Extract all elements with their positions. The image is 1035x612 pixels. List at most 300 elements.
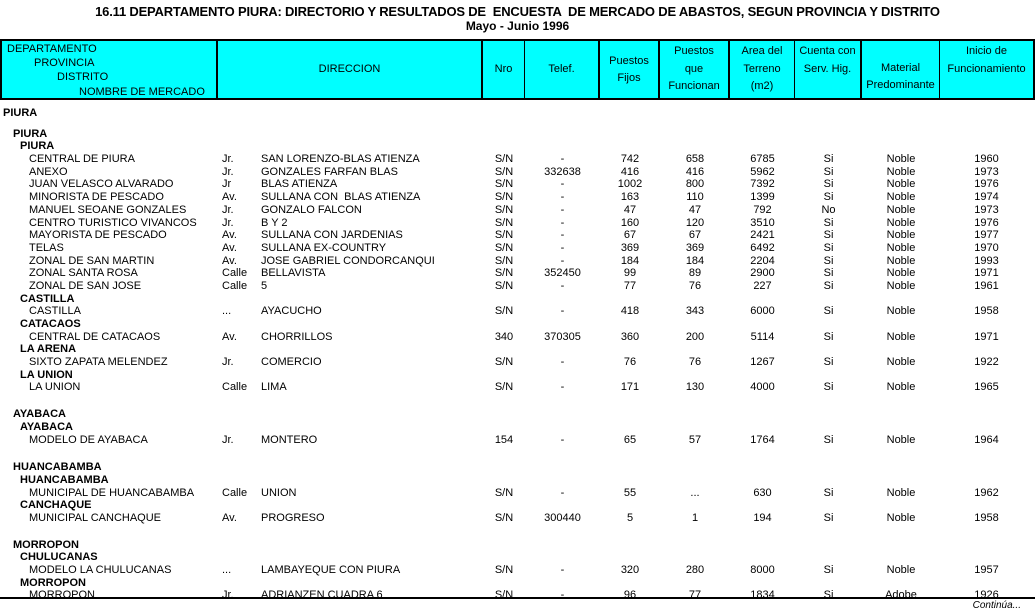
nro-cell: S/N bbox=[494, 356, 514, 369]
department-name: PIURA bbox=[3, 107, 38, 119]
puestos-funcionan-cell: 77 bbox=[688, 589, 702, 602]
nro-cell: S/N bbox=[494, 305, 514, 318]
market-row bbox=[2, 280, 1033, 293]
area-terreno-cell: 1267 bbox=[750, 356, 775, 369]
street-name: LAMBAYEQUE CON PIURA bbox=[261, 564, 401, 576]
direccion-cell bbox=[218, 255, 483, 268]
district-header-row bbox=[2, 421, 1033, 434]
inicio-funcionamiento-cell: 1977 bbox=[974, 229, 999, 242]
via-prefix: Av. bbox=[222, 330, 237, 343]
inicio-funcionamiento-cell: 1962 bbox=[974, 486, 999, 499]
puestos-funcionan-cell: 120 bbox=[685, 216, 705, 229]
nro-cell: S/N bbox=[494, 254, 514, 267]
column-header-direccion: DIRECCION bbox=[218, 41, 483, 98]
puestos-fijos-cell: 96 bbox=[623, 589, 637, 602]
nro-cell: S/N bbox=[494, 381, 514, 394]
market-name: SIXTO ZAPATA MELENDEZ bbox=[29, 356, 168, 369]
puestos-funcionan-cell: 89 bbox=[688, 267, 702, 280]
street-name: UNION bbox=[261, 486, 297, 499]
page-subtitle: Mayo - Junio 1996 bbox=[465, 19, 570, 33]
street-name: GONZALO FALCON bbox=[261, 203, 362, 216]
market-name: TELAS bbox=[29, 241, 64, 254]
direccion-cell bbox=[218, 305, 483, 318]
market-row bbox=[2, 217, 1033, 230]
area-terreno-cell: 7392 bbox=[750, 178, 775, 191]
nro-cell: S/N bbox=[494, 216, 514, 229]
material-cell: Noble bbox=[886, 254, 916, 267]
district-header-row bbox=[2, 343, 1033, 356]
nro-cell: S/N bbox=[494, 241, 514, 254]
street-name: COMERCIO bbox=[261, 356, 322, 369]
via-prefix: Calle bbox=[222, 486, 248, 499]
area-terreno-cell: 8000 bbox=[750, 564, 775, 576]
market-name: MODELO LA CHULUCANAS bbox=[29, 564, 172, 576]
nro-cell: S/N bbox=[494, 229, 514, 242]
inicio-funcionamiento-cell: 1957 bbox=[974, 564, 999, 576]
puestos-fijos-cell: 160 bbox=[620, 216, 640, 229]
puestos-funcionan-cell: 658 bbox=[685, 153, 705, 166]
area-terreno-cell: 1834 bbox=[750, 589, 775, 602]
puestos-fijos-cell: 77 bbox=[623, 279, 637, 292]
market-row bbox=[2, 178, 1033, 191]
material-cell: Noble bbox=[886, 356, 916, 369]
province-name: MORROPON bbox=[13, 538, 79, 551]
via-prefix: Av. bbox=[222, 191, 237, 204]
direccion-cell bbox=[218, 242, 483, 255]
market-name: MINORISTA DE PESCADO bbox=[29, 191, 164, 204]
puestos-funcionan-cell: 200 bbox=[685, 330, 705, 343]
material-cell: Noble bbox=[886, 279, 916, 292]
material-cell: Noble bbox=[886, 381, 916, 394]
column-header-inicio-funcionamiento: Inicio de Funcionamiento bbox=[947, 45, 1026, 75]
nro-cell: S/N bbox=[494, 564, 514, 576]
servicios-higienicos-cell: Si bbox=[823, 165, 834, 178]
market-row bbox=[2, 564, 1033, 577]
area-terreno-cell: 6785 bbox=[750, 153, 775, 166]
direccion-cell bbox=[218, 589, 483, 602]
puestos-funcionan-cell: 47 bbox=[688, 203, 702, 216]
via-prefix: Calle bbox=[222, 267, 248, 280]
puestos-fijos-cell: 742 bbox=[620, 153, 640, 166]
puestos-funcionan-cell: 1 bbox=[691, 511, 699, 524]
column-header-geo bbox=[2, 41, 218, 98]
column-header-telefono: Telef. bbox=[525, 41, 600, 98]
puestos-fijos-cell: 320 bbox=[620, 564, 640, 576]
header-distrito: DISTRITO bbox=[57, 71, 109, 84]
servicios-higienicos-cell: Si bbox=[823, 153, 834, 166]
district-header-row bbox=[2, 577, 1033, 590]
puestos-funcionan-cell: 76 bbox=[688, 356, 702, 369]
market-name: MODELO DE AYABACA bbox=[29, 433, 148, 446]
direccion-cell bbox=[218, 204, 483, 217]
district-name: LA UNION bbox=[20, 368, 73, 381]
material-cell: Noble bbox=[886, 191, 916, 204]
direccion-cell bbox=[218, 564, 483, 577]
servicios-higienicos-cell: Si bbox=[823, 356, 834, 369]
inicio-funcionamiento-cell: 1976 bbox=[974, 178, 999, 191]
nro-cell: S/N bbox=[494, 191, 514, 204]
market-row bbox=[2, 331, 1033, 344]
puestos-fijos-cell: 99 bbox=[623, 267, 637, 280]
puestos-funcionan-cell: 76 bbox=[688, 279, 702, 292]
header-provincia: PROVINCIA bbox=[34, 57, 95, 70]
column-header-nro: Nro bbox=[483, 41, 525, 98]
telefono-cell: - bbox=[560, 305, 565, 318]
direccion-cell bbox=[218, 191, 483, 204]
market-row bbox=[2, 434, 1033, 447]
via-prefix: Jr. bbox=[222, 203, 234, 216]
puestos-funcionan-cell: 416 bbox=[685, 165, 705, 178]
district-name: LA ARENA bbox=[20, 343, 77, 356]
via-prefix: ... bbox=[222, 305, 232, 318]
nro-cell: 340 bbox=[494, 330, 514, 343]
street-name: BLAS ATIENZA bbox=[261, 178, 338, 191]
puestos-funcionan-cell: 67 bbox=[688, 229, 702, 242]
servicios-higienicos-cell: Si bbox=[823, 191, 834, 204]
telefono-cell: - bbox=[560, 433, 565, 446]
puestos-funcionan-cell: 800 bbox=[685, 178, 705, 191]
material-cell: Noble bbox=[886, 241, 916, 254]
telefono-cell: - bbox=[560, 356, 565, 369]
district-name: CASTILLA bbox=[20, 292, 75, 305]
area-terreno-cell: 227 bbox=[753, 279, 772, 292]
row-spacer bbox=[2, 446, 1033, 461]
material-cell: Noble bbox=[886, 267, 916, 280]
market-row bbox=[2, 487, 1033, 500]
row-spacer bbox=[2, 394, 1033, 408]
market-name: CENTRAL DE PIURA bbox=[29, 153, 135, 166]
district-name: CANCHAQUE bbox=[20, 499, 92, 512]
district-name: PIURA bbox=[20, 140, 55, 153]
market-row bbox=[2, 512, 1033, 525]
puestos-fijos-cell: 67 bbox=[623, 229, 637, 242]
market-row bbox=[2, 356, 1033, 369]
district-header-row bbox=[2, 551, 1033, 564]
continuation-note: Continúa... bbox=[972, 600, 1021, 612]
market-name: CENTRAL DE CATACAOS bbox=[29, 330, 161, 343]
via-prefix: ... bbox=[222, 564, 232, 576]
district-name: CHULUCANAS bbox=[20, 551, 98, 564]
street-name: JOSE GABRIEL CONDORCANQUI bbox=[261, 254, 435, 267]
nro-cell: 154 bbox=[494, 433, 514, 446]
market-row bbox=[2, 267, 1033, 280]
direccion-cell bbox=[218, 229, 483, 242]
servicios-higienicos-cell: Si bbox=[823, 381, 834, 394]
inicio-funcionamiento-cell: 1971 bbox=[974, 267, 999, 280]
inicio-funcionamiento-cell: 1961 bbox=[974, 279, 999, 292]
telefono-cell: - bbox=[560, 381, 565, 394]
column-header-servicios-higienicos: Cuenta con Serv. Hig. bbox=[795, 41, 862, 98]
market-name: ANEXO bbox=[29, 165, 68, 178]
district-name: HUANCABAMBA bbox=[20, 473, 109, 486]
puestos-funcionan-cell: 110 bbox=[686, 191, 704, 204]
street-name: SULLANA EX-COUNTRY bbox=[261, 241, 387, 254]
inicio-funcionamiento-cell: 1922 bbox=[974, 356, 999, 369]
puestos-fijos-cell: 418 bbox=[620, 305, 640, 318]
nro-cell: S/N bbox=[494, 178, 514, 191]
row-spacer bbox=[2, 525, 1033, 539]
telefono-cell: - bbox=[560, 564, 565, 576]
nro-cell: S/N bbox=[494, 511, 514, 524]
puestos-fijos-cell: 55 bbox=[623, 486, 637, 499]
telefono-cell: - bbox=[560, 178, 565, 191]
puestos-fijos-cell: 5 bbox=[626, 511, 634, 524]
street-name: BELLAVISTA bbox=[261, 267, 326, 280]
district-header-row bbox=[2, 474, 1033, 487]
market-name: JUAN VELASCO ALVARADO bbox=[29, 178, 174, 191]
direccion-cell bbox=[218, 267, 483, 280]
header-nombre-de-mercado: NOMBRE DE MERCADO bbox=[79, 85, 205, 98]
servicios-higienicos-cell: Si bbox=[823, 267, 834, 280]
province-header-row bbox=[2, 539, 1033, 552]
market-name: MUNICIPAL DE HUANCABAMBA bbox=[29, 486, 195, 499]
via-prefix: Jr. bbox=[222, 153, 234, 166]
via-prefix: Jr. bbox=[222, 356, 234, 369]
market-name: ZONAL SANTA ROSA bbox=[29, 267, 138, 280]
inicio-funcionamiento-cell: 1958 bbox=[974, 511, 999, 524]
inicio-funcionamiento-cell: 1973 bbox=[974, 165, 999, 178]
market-row bbox=[2, 305, 1033, 318]
inicio-funcionamiento-cell: 1964 bbox=[974, 433, 999, 446]
material-cell: Noble bbox=[886, 486, 916, 499]
market-row bbox=[2, 255, 1033, 268]
material-cell: Noble bbox=[886, 511, 916, 524]
direccion-cell bbox=[218, 280, 483, 293]
material-cell: Noble bbox=[886, 305, 916, 318]
market-row bbox=[2, 166, 1033, 179]
area-terreno-cell: 3510 bbox=[750, 216, 775, 229]
servicios-higienicos-cell: Si bbox=[823, 254, 834, 267]
via-prefix: Jr. bbox=[222, 433, 234, 446]
telefono-cell: - bbox=[560, 229, 565, 242]
puestos-funcionan-cell: 369 bbox=[685, 241, 705, 254]
material-cell: Noble bbox=[886, 203, 916, 216]
material-cell: Noble bbox=[886, 229, 916, 242]
material-cell: Adobe bbox=[885, 589, 917, 602]
puestos-fijos-cell: 416 bbox=[620, 165, 640, 178]
servicios-higienicos-cell: Si bbox=[823, 486, 834, 499]
street-name: GONZALES FARFAN BLAS bbox=[261, 165, 398, 178]
servicios-higienicos-cell: Si bbox=[823, 279, 834, 292]
puestos-funcionan-cell: 343 bbox=[685, 305, 705, 318]
district-name: CATACAOS bbox=[20, 318, 81, 330]
inicio-funcionamiento-cell: 1960 bbox=[974, 153, 999, 166]
direccion-cell bbox=[218, 217, 483, 230]
telefono-cell: - bbox=[560, 203, 565, 216]
material-cell: Noble bbox=[886, 216, 916, 229]
direccion-cell bbox=[218, 166, 483, 179]
nro-cell: S/N bbox=[494, 267, 514, 280]
market-row bbox=[2, 589, 1033, 602]
direccion-cell bbox=[218, 178, 483, 191]
servicios-higienicos-cell: Si bbox=[823, 216, 834, 229]
district-name: AYABACA bbox=[20, 420, 73, 433]
puestos-fijos-cell: 184 bbox=[620, 254, 640, 267]
material-cell: Noble bbox=[886, 178, 916, 191]
row-spacer bbox=[2, 120, 1033, 128]
inicio-funcionamiento-cell: 1971 bbox=[974, 330, 999, 343]
puestos-fijos-cell: 163 bbox=[620, 191, 640, 204]
puestos-fijos-cell: 47 bbox=[623, 203, 637, 216]
via-prefix: Jr. bbox=[222, 589, 234, 602]
puestos-funcionan-cell: 130 bbox=[685, 381, 705, 394]
inicio-funcionamiento-cell: 1958 bbox=[974, 305, 999, 318]
table-body bbox=[0, 107, 1035, 602]
column-header-material: Material Predominante bbox=[862, 41, 940, 98]
puestos-fijos-cell: 360 bbox=[620, 330, 640, 343]
area-terreno-cell: 2421 bbox=[750, 229, 775, 242]
material-cell: Noble bbox=[886, 165, 916, 178]
via-prefix: Av. bbox=[222, 241, 237, 254]
street-name: SAN LORENZO-BLAS ATIENZA bbox=[261, 153, 420, 166]
street-name: MONTERO bbox=[261, 433, 318, 446]
servicios-higienicos-cell: Si bbox=[823, 241, 834, 254]
servicios-higienicos-cell: Si bbox=[823, 305, 834, 318]
district-header-row bbox=[2, 318, 1033, 331]
market-row bbox=[2, 242, 1033, 255]
puestos-fijos-cell: 171 bbox=[620, 381, 640, 394]
direccion-cell bbox=[218, 356, 483, 369]
department-header-row bbox=[2, 107, 1033, 120]
street-name: B Y 2 bbox=[261, 216, 288, 229]
via-prefix: Calle bbox=[222, 381, 248, 394]
area-terreno-cell: 1764 bbox=[750, 433, 775, 446]
area-terreno-cell: 630 bbox=[753, 486, 772, 499]
direccion-cell bbox=[218, 487, 483, 500]
telefono-cell: 370305 bbox=[544, 330, 581, 343]
material-cell: Noble bbox=[886, 153, 916, 166]
inicio-funcionamiento-cell: 1976 bbox=[974, 216, 999, 229]
nro-cell: S/N bbox=[494, 165, 514, 178]
servicios-higienicos-cell: Si bbox=[823, 511, 834, 524]
via-prefix: Av. bbox=[222, 511, 237, 524]
nro-cell: S/N bbox=[494, 203, 514, 216]
area-terreno-cell: 5114 bbox=[750, 330, 775, 343]
puestos-funcionan-cell: 280 bbox=[685, 564, 705, 576]
puestos-fijos-cell: 76 bbox=[623, 356, 637, 369]
material-cell: Noble bbox=[886, 564, 916, 576]
area-terreno-cell: 6000 bbox=[750, 305, 775, 318]
nro-cell: S/N bbox=[494, 589, 514, 602]
area-terreno-cell: 4000 bbox=[750, 381, 775, 394]
market-name: MANUEL SEOANE GONZALES bbox=[29, 203, 187, 216]
area-terreno-cell: 2204 bbox=[750, 254, 775, 267]
province-header-row bbox=[2, 408, 1033, 421]
nro-cell: S/N bbox=[494, 486, 514, 499]
puestos-funcionan-cell: 57 bbox=[688, 433, 702, 446]
province-header-row bbox=[2, 461, 1033, 474]
puestos-fijos-cell: 1002 bbox=[617, 178, 643, 191]
inicio-funcionamiento-cell: 1970 bbox=[974, 241, 999, 254]
market-name: MORROPON bbox=[29, 589, 95, 602]
inicio-funcionamiento-cell: 1973 bbox=[974, 203, 999, 216]
column-header-puestos-funcionan: Puestos que Funcionan bbox=[660, 41, 730, 98]
header-departamento: DEPARTAMENTO bbox=[7, 43, 97, 55]
province-name: HUANCABAMBA bbox=[13, 461, 102, 474]
telefono-cell: - bbox=[560, 279, 565, 292]
market-name: ZONAL DE SAN MARTIN bbox=[29, 254, 155, 267]
telefono-cell: - bbox=[560, 191, 565, 204]
market-row bbox=[2, 191, 1033, 204]
market-row bbox=[2, 204, 1033, 217]
servicios-higienicos-cell: Si bbox=[823, 589, 834, 602]
telefono-cell: - bbox=[560, 254, 565, 267]
street-name: 5 bbox=[261, 279, 268, 292]
telefono-cell: - bbox=[560, 486, 565, 499]
servicios-higienicos-cell: Si bbox=[823, 433, 834, 446]
area-terreno-cell: 5962 bbox=[750, 165, 775, 178]
page-title: 16.11 DEPARTAMENTO PIURA: DIRECTORIO Y RESULTADOS DE ENCUESTA DE MERCADO DE ABASTOS, SEGUN PROVINCIA Y DISTRITO bbox=[95, 4, 940, 19]
telefono-cell: 352450 bbox=[544, 267, 581, 280]
street-name: ADRIANZEN CUADRA 6 bbox=[261, 589, 383, 602]
inicio-funcionamiento-cell: 1974 bbox=[974, 191, 999, 204]
puestos-funcionan-cell: 184 bbox=[685, 254, 705, 267]
district-header-row bbox=[2, 369, 1033, 382]
province-header-row bbox=[2, 128, 1033, 141]
servicios-higienicos-cell: No bbox=[821, 203, 836, 216]
market-row bbox=[2, 229, 1033, 242]
telefono-cell: - bbox=[560, 153, 565, 166]
street-name: AYACUCHO bbox=[261, 305, 322, 318]
direccion-cell bbox=[218, 434, 483, 447]
table-header bbox=[0, 39, 1035, 100]
material-cell: Noble bbox=[886, 330, 916, 343]
via-prefix: Jr. bbox=[222, 165, 234, 178]
direccion-cell bbox=[218, 381, 483, 394]
column-header-puestos-fijos: Puestos Fijos bbox=[600, 41, 660, 98]
telefono-cell: - bbox=[560, 216, 565, 229]
street-name: PROGRESO bbox=[261, 511, 325, 524]
telefono-cell: - bbox=[560, 241, 565, 254]
telefono-cell: - bbox=[560, 589, 565, 602]
column-header-area-terreno: Area del Terreno (m2) bbox=[730, 41, 795, 98]
via-prefix: Av. bbox=[222, 229, 237, 242]
area-terreno-cell: 792 bbox=[753, 203, 772, 216]
servicios-higienicos-cell: Si bbox=[823, 178, 834, 191]
servicios-higienicos-cell: Si bbox=[823, 330, 834, 343]
servicios-higienicos-cell: Si bbox=[823, 229, 834, 242]
area-terreno-cell: 1399 bbox=[750, 191, 775, 204]
puestos-funcionan-cell: ... bbox=[690, 486, 700, 499]
market-name: MAYORISTA DE PESCADO bbox=[29, 229, 167, 242]
telefono-cell: 300440 bbox=[544, 511, 581, 524]
market-name: CASTILLA bbox=[29, 305, 81, 318]
material-cell: Noble bbox=[886, 433, 916, 446]
via-prefix: Calle bbox=[222, 279, 248, 292]
servicios-higienicos-cell: Si bbox=[823, 564, 834, 576]
market-row bbox=[2, 381, 1033, 394]
direccion-cell bbox=[218, 512, 483, 525]
province-name: PIURA bbox=[13, 127, 48, 140]
market-name: LA UNION bbox=[29, 381, 81, 394]
district-name: MORROPON bbox=[20, 576, 86, 589]
street-name: CHORRILLOS bbox=[261, 330, 333, 343]
street-name: SULLANA CON JARDENIAS bbox=[261, 229, 403, 242]
market-name: MUNICIPAL CANCHAQUE bbox=[29, 511, 162, 524]
market-name: CENTRO TURISTICO VIVANCOS bbox=[29, 216, 197, 229]
direccion-cell bbox=[218, 331, 483, 344]
area-terreno-cell: 194 bbox=[753, 511, 772, 524]
street-name: SULLANA CON BLAS ATIENZA bbox=[261, 191, 421, 204]
province-name: AYABACA bbox=[13, 408, 66, 421]
market-name: ZONAL DE SAN JOSE bbox=[29, 279, 142, 292]
via-prefix: Jr. bbox=[222, 216, 234, 229]
inicio-funcionamiento-cell: 1965 bbox=[974, 381, 999, 394]
district-header-row bbox=[2, 293, 1033, 306]
inicio-funcionamiento-cell: 1926 bbox=[974, 589, 999, 602]
via-prefix: Av. bbox=[222, 254, 237, 267]
puestos-fijos-cell: 65 bbox=[623, 433, 637, 446]
